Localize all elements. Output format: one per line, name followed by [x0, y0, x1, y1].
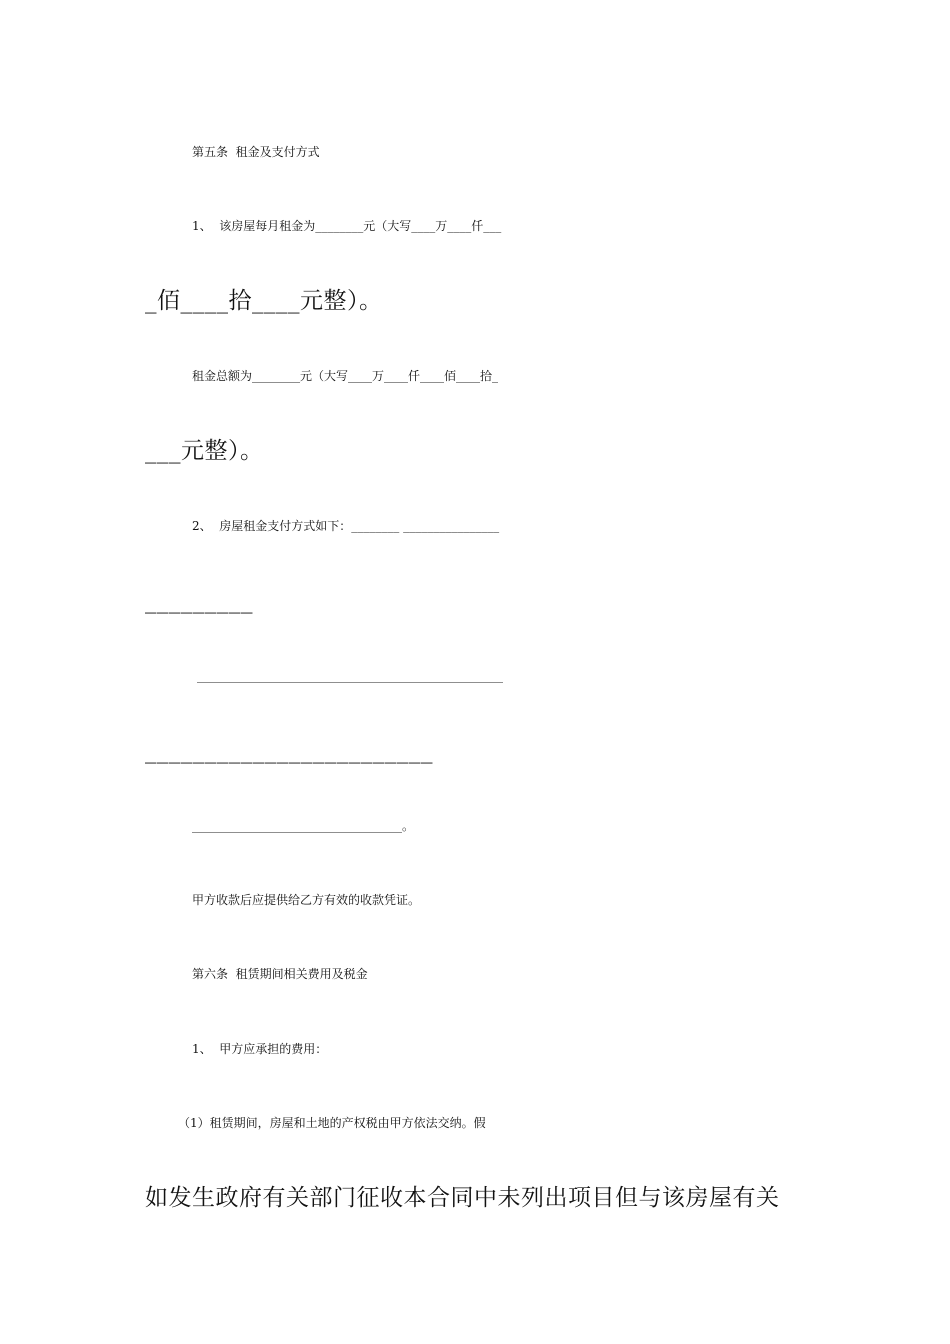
- clause-1-monthly-rent: 1、 该房屋每月租金为________元（大写____万____仟___: [192, 219, 502, 233]
- total-rent-line-cont: ___元整）。: [145, 438, 264, 464]
- total-rent-line: 租金总额为________元（大写____万____仟____佰____拾_: [192, 369, 499, 383]
- item-1-property-tax-cont: 如发生政府有关部门征收本合同中未列出项目但与该房屋有关: [145, 1185, 780, 1211]
- blank-line-1: _________: [145, 588, 253, 614]
- section-5-heading: 第五条 租金及支付方式: [192, 145, 320, 159]
- clause-1-landlord-fees: 1、 甲方应承担的费用：: [192, 1042, 328, 1056]
- clause-2-payment-method: 2、 房屋租金支付方式如下：________ ________________: [192, 519, 500, 533]
- blank-line-2: ___________________________________________________: [197, 669, 503, 683]
- section-6-heading: 第六条 租赁期间相关费用及税金: [192, 967, 368, 981]
- receipt-clause: 甲方收款后应提供给乙方有效的收款凭证。: [192, 893, 421, 907]
- blank-line-4: ___________________________________。: [192, 819, 415, 833]
- blank-line-3: ________________________: [145, 738, 433, 764]
- item-1-property-tax: （1）租赁期间，房屋和土地的产权税由甲方依法交纳。假: [178, 1116, 486, 1130]
- clause-1-monthly-rent-cont: _佰____拾____元整）。: [145, 288, 383, 314]
